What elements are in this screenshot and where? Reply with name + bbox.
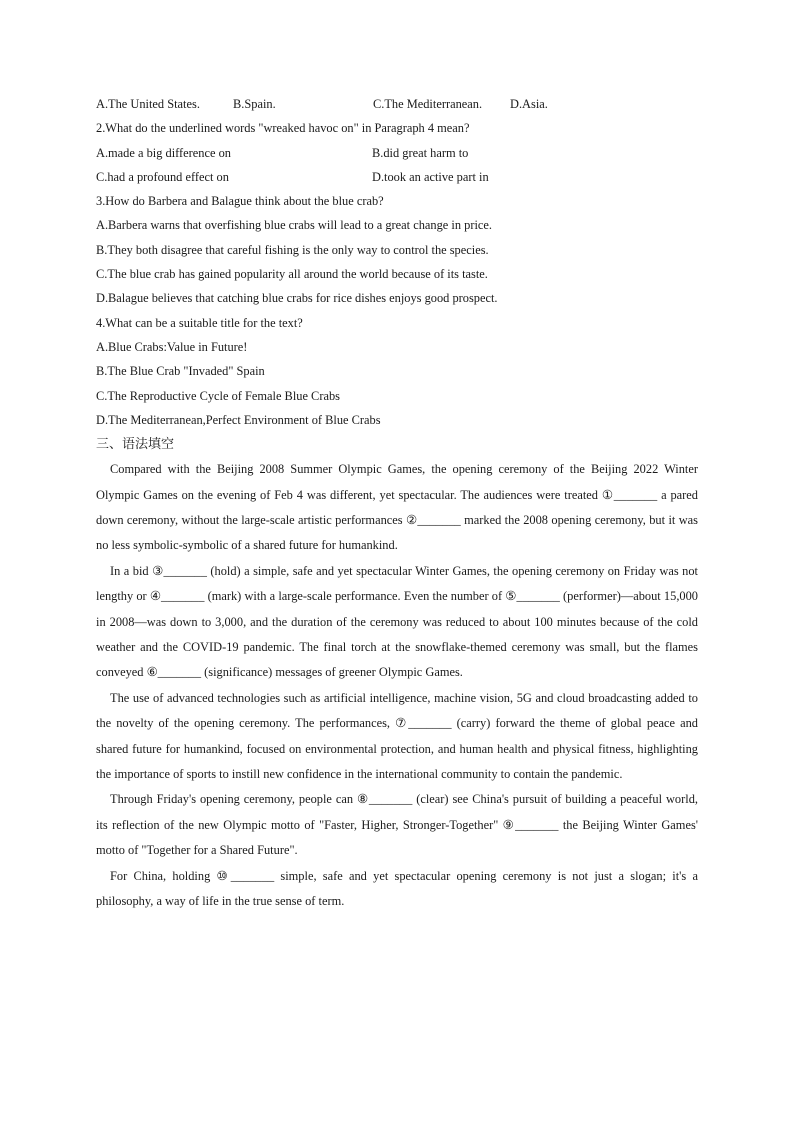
q1-option-d: D.Asia. — [510, 97, 548, 111]
passage-paragraph-4: Through Friday's opening ceremony, people can ⑧_______ (clear) see China's pursuit of building a peaceful world, its reflection of the new Olympic motto of "Faster, Higher, Stronger-Together" ⑨_______ the Beijing Winter Games' motto of "Together for a Shared Future". — [96, 792, 698, 858]
q1-options-row — [96, 92, 698, 116]
q1-option-a: A.The United States. — [96, 97, 200, 111]
passage-paragraph-1: Compared with the Beijing 2008 Summer Olympic Games, the opening ceremony of the Beijing 2022 Winter Olympic Games on the evening of Feb 4 was different, yet spectacular. The audiences were treated ①_______ a pared down ceremony, without the large-scale artistic performances ②_______ marked the 2008 opening ceremony, but it was no less symbolic-symbolic of a shared future for humankind. — [96, 462, 698, 553]
q4-option-a: A.Blue Crabs:Value in Future! — [96, 339, 248, 354]
q1-option-c: C.The Mediterranean. — [373, 97, 483, 111]
q4-option-b: B.The Blue Crab "Invaded" Spain — [96, 364, 265, 379]
q1-option-b: B.Spain. — [233, 97, 276, 111]
passage-paragraph-5: For China, holding ⑩_______ simple, safe and yet spectacular opening ceremony is not just a slogan; it's a philosophy, a way of life in the true sense of term. — [96, 868, 698, 909]
q2-option-c: C.had a profound effect on — [96, 169, 229, 184]
q4-option-c: C.The Reproductive Cycle of Female Blue Crabs — [96, 388, 340, 403]
q4-option-d: D.The Mediterranean,Perfect Environment of Blue Crabs — [96, 412, 381, 427]
q2-stem: 2.What do the underlined words "wreaked havoc on" in Paragraph 4 mean? — [96, 121, 470, 136]
q4-stem: 4.What can be a suitable title for the text? — [96, 315, 303, 330]
q3-option-c: C.The blue crab has gained popularity all around the world because of its taste. — [96, 267, 488, 282]
passage-paragraph-2: In a bid ③_______ (hold) a simple, safe and yet spectacular Winter Games, the opening ceremony on Friday was not lengthy or ④_______ (mark) with a large-scale performance. Even the number of ⑤_______ (performer)—about 15,000 in 2008—was down to 3,000, and the duration of the ceremony was reduced to about 100 minutes because of the cold weather and the COVID-19 pandemic. The final torch at the snowflake-themed ceremony was small, but the flames conveyed ⑥_______ (significance) messages of greener Olympic Games. — [96, 563, 698, 680]
q2-option-b: B.did great harm to — [372, 145, 469, 160]
worksheet-page — [96, 92, 698, 914]
passage-paragraph-3: The use of advanced technologies such as artificial intelligence, machine vision, 5G and cloud broadcasting added to the novelty of the opening ceremony. The performances, ⑦_______ (carry) forward the theme of global peace and shared future for humankind, focused on environmental protection, and human health and physical fitness, highlighting the importance of sports to instill new confidence in the international community to contain the pandemic. — [96, 690, 698, 782]
q3-stem: 3.How do Barbera and Balague think about the blue crab? — [96, 194, 384, 209]
q2-options-row-1 — [96, 141, 698, 165]
q3-option-a: A.Barbera warns that overfishing blue crabs will lead to a great change in price. — [96, 218, 493, 233]
q3-option-b: B.They both disagree that careful fishing is the only way to control the species. — [96, 242, 489, 257]
q2-option-d: D.took an active part in — [372, 169, 489, 184]
q2-options-row-2 — [96, 165, 698, 189]
q3-option-d: D.Balague believes that catching blue crabs for rice dishes enjoys good prospect. — [96, 291, 498, 306]
section-heading: 三、语法填空 — [96, 437, 175, 453]
q2-option-a: A.made a big difference on — [96, 145, 231, 160]
